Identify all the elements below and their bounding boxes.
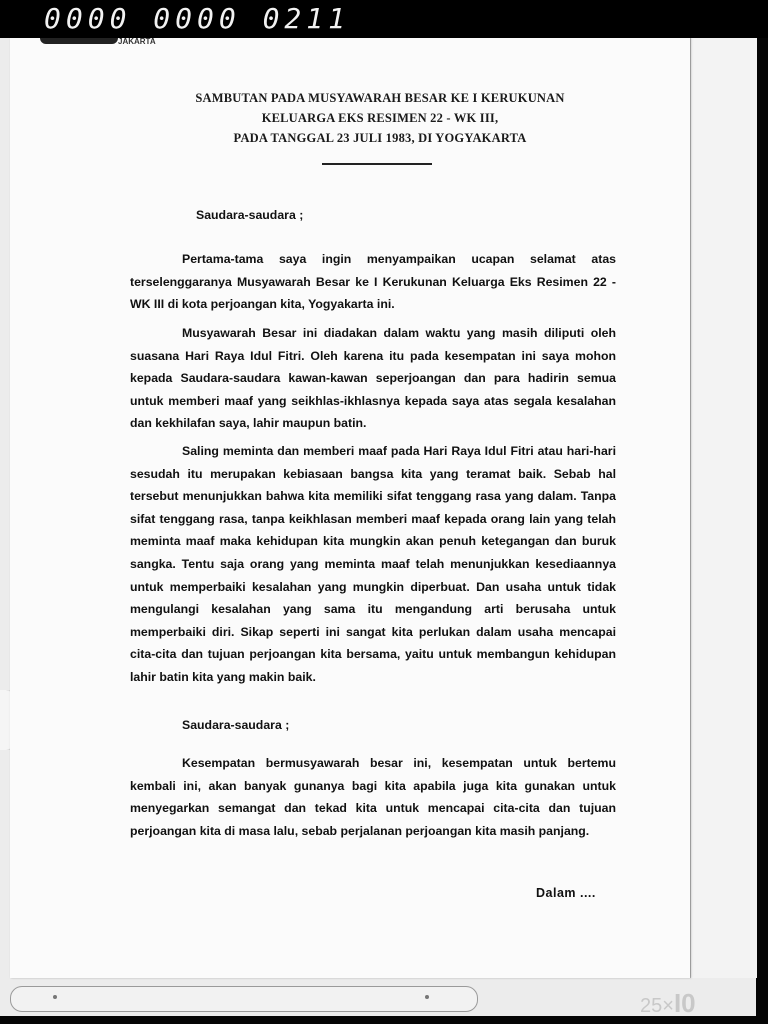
title-line-2: KELUARGA EKS RESIMEN 22 - WK III, — [261, 111, 499, 125]
paragraph-4: Kesempatan bermusyawarah besar ini, kesempatan untuk bertemu kembali ini, akan banyak gunanya bagi kita apabila juga kita gunakan untuk menyegarkan semangat dan tekad kita untuk mencapai cita-cita dan tujuan perjoangan kita di masa lalu, sebab perjalanan perjoangan kita masih panjang. — [130, 756, 616, 838]
document-title — [160, 88, 600, 148]
reduction-mark: I0 — [673, 988, 696, 1018]
title-line-1: SAMBUTAN PADA MUSYAWARAH BESAR KE I KERUKUNAN — [195, 91, 565, 105]
title-underline — [322, 163, 432, 165]
backing-right-edge — [690, 38, 757, 978]
binder-hole-right — [425, 995, 429, 999]
binder-hole-left — [53, 995, 57, 999]
reduction-prefix: 25× — [640, 995, 674, 1017]
title-line-3: PADA TANGGAL 23 JULI 1983, DI YOGYAKARTA — [233, 131, 527, 145]
continuation-marker: Dalam .... — [536, 886, 596, 900]
corner-stamp — [40, 38, 180, 50]
paragraph-1: Pertama-tama saya ingin menyampaikan ucapan selamat atas terselenggaranya Musyawarah Besar ke I Kerukunan Keluarga Eks Resimen 22 - WK III di kota perjoangan kita, Yogyakarta ini. — [130, 252, 616, 312]
reduction-ratio — [640, 988, 696, 1019]
paragraph-3: Saling meminta dan memberi maaf pada Hari Raya Idul Fitri atau hari-hari sesudah itu merupakan kebiasaan bangsa kita yang teramat baik. Sebab hal tersebut menunjukkan bahwa kita memiliki sifat tenggang rasa yang dalam. Tanpa sifat tenggang rasa, tanpa keikhlasan memberi maaf kepada orang lain yang telah meminta maaf maka kehidupan kita mungkin akan penuh ketegangan dan buruk sangka. Tentu saja orang yang meminta maaf telah menunjukkan kesediaannya untuk memperbaiki kesalahan yang mungkin diperbuat. Dan usaha untuk tidak mengulangi kesalahan yang sama itu mengandung arti berusaha untuk memperbaiki diri. Sikap seperti ini sangat kita perlukan dalam usaha mencapai cita-cita dan tujuan perjoangan kita bersama, yaitu untuk membangun kehidupan lahir batin kita yang makin baik. — [130, 444, 616, 684]
corner-stamp-text: JAKARTA — [118, 37, 156, 46]
salutation-1: Saudara-saudara ; — [196, 208, 304, 222]
binder-strip — [10, 986, 478, 1012]
film-header — [0, 0, 768, 38]
paragraph-2: Musyawarah Besar ini diadakan dalam waktu yang masih diliputi oleh suasana Hari Raya Idul Fitri. Oleh karena itu pada kesempatan ini saya mohon kepada Saudara-saudara kawan-kawan seperjoangan dan para hadirin semua untuk memberi maaf yang seikhlas-ikhlasnya kepada saya atas segala kesalahan dan kekhilafan saya, lahir maupun batin. — [130, 326, 616, 431]
salutation-2: Saudara-saudara ; — [182, 718, 290, 732]
corner-stamp-mark — [40, 38, 118, 44]
film-frame-code: 0000 0000 0211 — [44, 2, 351, 35]
